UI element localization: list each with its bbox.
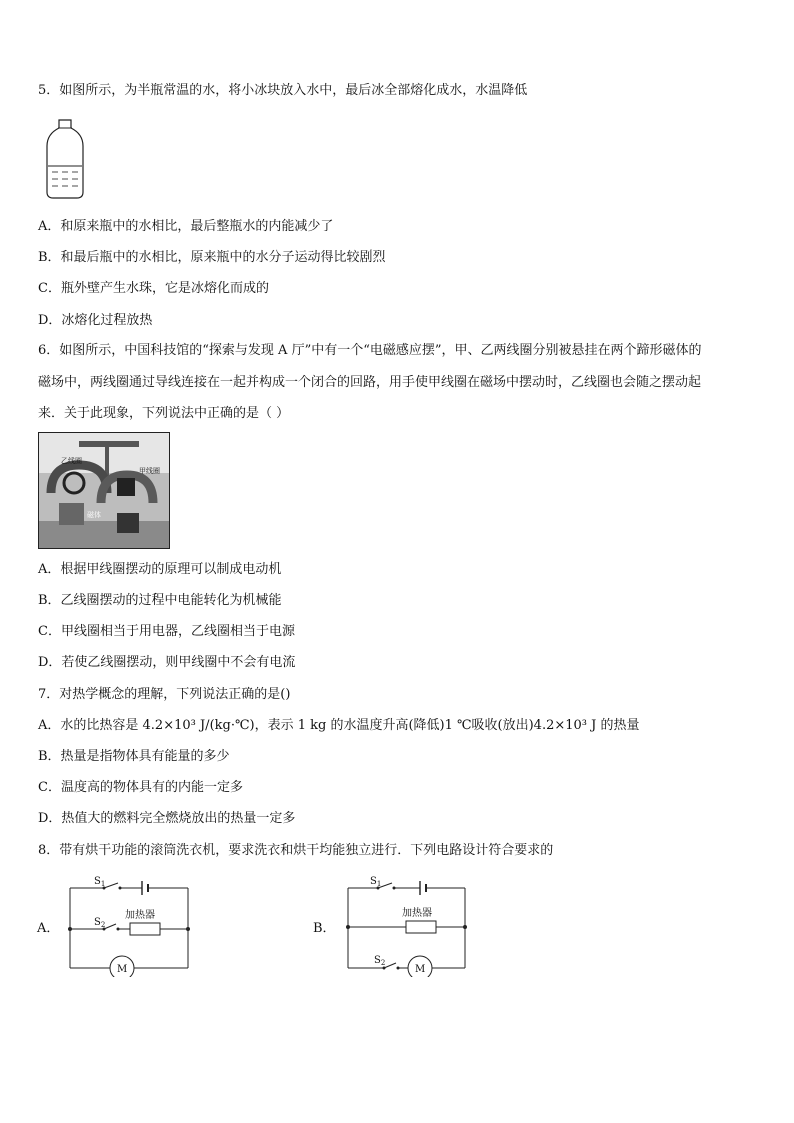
circuit-b-s2-sub: 2: [380, 959, 386, 967]
q5-stem: 5．如图所示，为半瓶常温的水，将小冰块放入水中，最后冰全部熔化成水，水温降低: [38, 83, 528, 98]
circuit-a-motor-label: M: [117, 964, 128, 975]
circuit-a-s2: S: [94, 917, 101, 928]
q7-option-a: A．水的比热容是 4.2×10³ J/(kg·℃)，表示 1 kg 的水温度升高(降低)1 ℃吸收(放出)4.2×10³ J 的热量: [38, 718, 640, 733]
circuit-b-s1-sub: 1: [376, 880, 382, 888]
svg-text:S2: [94, 917, 105, 929]
magnet-label: 磁体: [87, 511, 101, 519]
q6-option-b: B．乙线圈摆动的过程中电能转化为机械能: [38, 593, 282, 608]
q6-stem-line-1: 6．如图所示，中国科技馆的“探索与发现 A 厅”中有一个“电磁感应摆”，甲、乙两线圈分别被悬挂在两个蹄形磁体的: [38, 343, 702, 358]
svg-text:S2: [374, 955, 385, 967]
q7-option-b: B．热量是指物体具有能量的多少: [38, 749, 230, 764]
circuit-b-label: B．: [313, 921, 336, 936]
circuit-b-heater-label: 加热器: [402, 908, 432, 919]
circuit-a-s1: S: [94, 876, 101, 887]
circuit-a-s2-sub: 2: [100, 921, 106, 929]
circuit-b-s1: S: [370, 876, 377, 887]
q6-stem-line-2: 磁场中，两线圈通过导线连接在一起并构成一个闭合的回路，用手使甲线圈在磁场中摆动时，乙线圈也会随之摆动起: [38, 375, 702, 390]
circuit-b: [310, 872, 470, 977]
circuit-a-label: A．: [37, 921, 60, 936]
q5-option-c: C．瓶外壁产生水珠，它是冰熔化而成的: [38, 281, 269, 296]
q7-option-c: C．温度高的物体具有的内能一定多: [38, 780, 243, 795]
induction-pendulum-photo: [38, 432, 170, 549]
q6-option-d: D．若使乙线圈摆动，则甲线圈中不会有电流: [38, 655, 296, 670]
circuit-b-motor-label: M: [415, 964, 426, 975]
bottle-figure: [40, 118, 90, 202]
q6-option-c: C．甲线圈相当于用电器，乙线圈相当于电源: [38, 624, 295, 639]
q6-stem-line-3: 来．关于此现象，下列说法中正确的是（ ）: [38, 406, 290, 421]
q5-option-a: A．和原来瓶中的水相比，最后整瓶水的内能减少了: [38, 219, 334, 234]
circuit-a-heater-label: 加热器: [125, 910, 155, 921]
svg-text:S1: [370, 876, 381, 888]
q6-option-a: A．根据甲线圈摆动的原理可以制成电动机: [38, 562, 282, 577]
q5-option-b: B．和最后瓶中的水相比，原来瓶中的水分子运动得比较剧烈: [38, 250, 386, 265]
coil-yi-label: 乙线圈: [61, 457, 82, 465]
circuit-a-s1-sub: 1: [100, 880, 106, 888]
circuit-b-s2: S: [374, 955, 381, 966]
coil-jia-label: 甲线圈: [139, 467, 160, 475]
svg-text:S1: [94, 876, 105, 888]
q8-stem: 8．带有烘干功能的滚筒洗衣机，要求洗衣和烘干均能独立进行．下列电路设计符合要求的: [38, 843, 554, 858]
q7-stem: 7．对热学概念的理解，下列说法正确的是(): [38, 687, 291, 702]
q7-option-d: D．热值大的燃料完全燃烧放出的热量一定多: [38, 811, 296, 826]
q5-option-d: D．冰熔化过程放热: [38, 313, 153, 328]
circuit-a: [34, 872, 194, 977]
